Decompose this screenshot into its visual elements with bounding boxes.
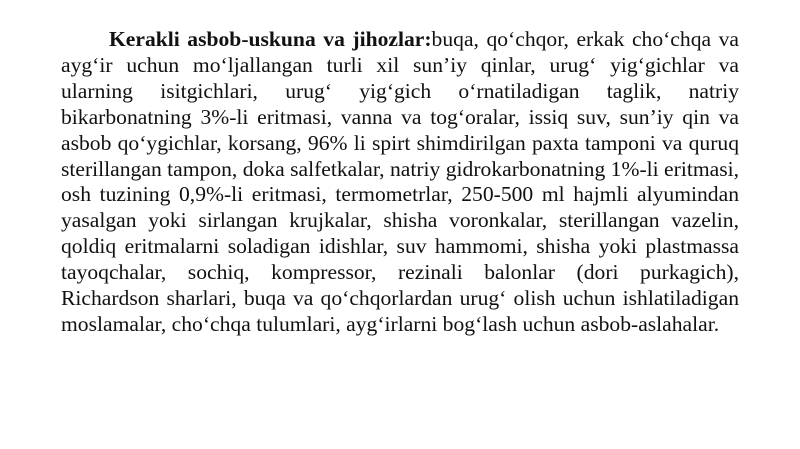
paragraph-body: buqa, qo‘chqor, erkak cho‘chqa va ayg‘ir uchun mo‘ljallangan turli xil sun’iy qinlar, urug‘ yig‘gichlar va ularning isitgichlari, urug‘ yig‘gich o‘rnatiladigan taglik, natriy bikarbonatning 3%-li eritmasi, vanna va tog‘oralar, issiq suv, sun’iy qin va asbob qo‘ygichlar, korsang, 96% li spirt shimdirilgan paxta tamponi va quruq sterillangan tampon, doka salfetkalar, natriy gidrokarbonatning 1%-li eritmasi, osh tuzining 0,9%-li eritmasi, termometrlar, 250-500 ml hajmli alyumindan yasalgan yoki sirlangan krujkalar, shisha voronkalar, sterillangan vazelin, qoldiq eritmalarni soladigan idishlar, suv hammomi, shisha yoki plastmassa tayoqchalar, sochiq, kompressor, rezinali balonlar (dori purkagich), Richardson sharlari, buqa va qo‘chqorlardan urug‘ olish uchun ishlatiladigan moslamalar, cho‘chqa tulumlari, ayg‘irlarni bog‘lash uchun asbob-aslahalar. [61,27,739,336]
paragraph-heading: Kerakli asbob-uskuna va jihozlar: [109,27,432,51]
equipment-paragraph [61,27,739,338]
